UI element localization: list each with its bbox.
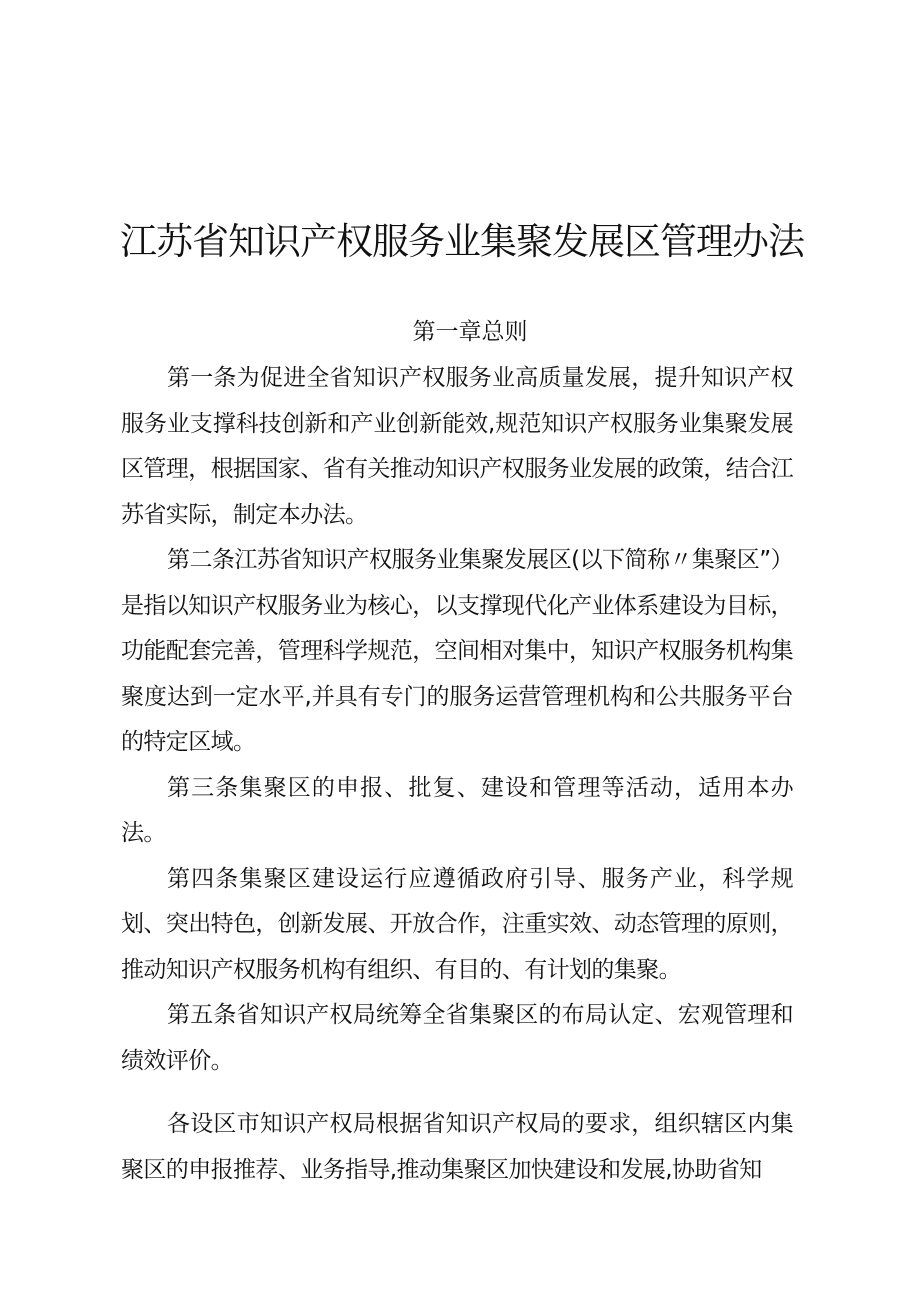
article-1-paragraph: 第一条为促进全省知识产权服务业高质量发展，提升知识产权服务业支撑科技创新和产业创新能效,规范知识产权服务业集聚发展区管理，根据国家、省有关推动知识产权服务业发展的政策，结合江苏省实际，制定本办法。 xyxy=(121,365,794,528)
article-2-paragraph: 第二条江苏省知识产权服务业集聚发展区(以下简称〃集聚区”）是指以知识产权服务业为核心，以支撑现代化产业体系建设为目标，功能配套完善，管理科学规范，空间相对集中，知识产权服务机构集聚度达到一定水平,并具有专门的服务运营管理机构和公共服务平台的特定区域。 xyxy=(121,547,794,755)
document-body xyxy=(121,356,793,1193)
article-5-continuation-paragraph: 各设区市知识产权局根据省知识产权局的要求，组织辖区内集聚区的申报推荐、业务指导,推动集聚区加快建设和发展,协助省知 xyxy=(121,1111,793,1183)
chapter-heading: 第一章总则 xyxy=(412,319,528,345)
article-4-paragraph: 第四条集聚区建设运行应遵循政府引导、服务产业，科学规划、突出特色，创新发展、开放合作，注重实效、动态管理的原则，推动知识产权服务机构有组织、有目的、有计划的集聚。 xyxy=(121,865,794,983)
article-3-paragraph: 第三条集聚区的申报、批复、建设和管理等活动，适用本办法。 xyxy=(121,774,793,846)
article-5-paragraph: 第五条省知识产权局统筹全省集聚区的布局认定、宏观管理和绩效评价。 xyxy=(121,1002,793,1074)
document-title: 江苏省知识产权服务业集聚发展区管理办法 xyxy=(120,220,804,263)
